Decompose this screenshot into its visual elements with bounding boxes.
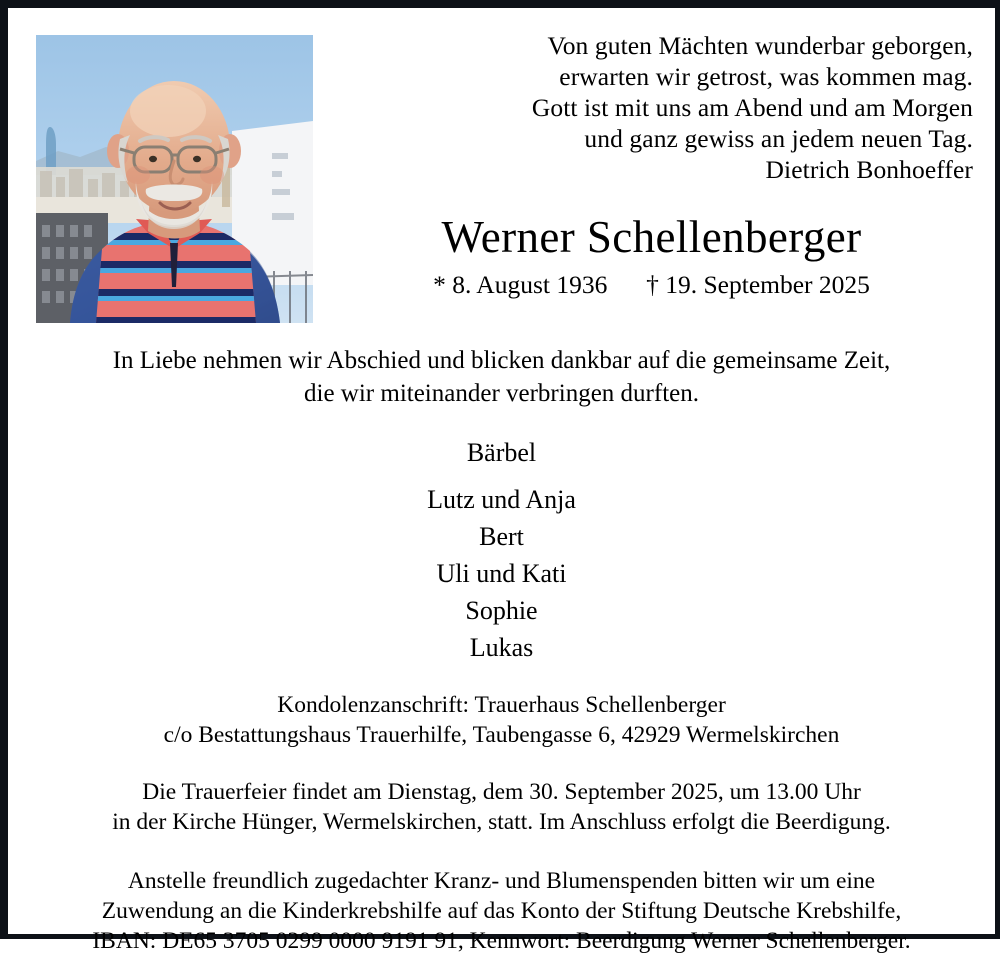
condolence-address [8, 690, 995, 750]
deceased-name: Werner Schellenberger [441, 212, 862, 262]
notice-sheet [8, 8, 995, 954]
family-name-5: Sophie [465, 596, 538, 625]
memorial-verse [338, 30, 973, 185]
condolence-line-2: c/o Bestattungshaus Trauerhilfe, Taubengasse 6, 42929 Wermelskirchen [163, 722, 840, 748]
family-name-2: Lutz und Anja [427, 485, 576, 514]
donation-request [8, 866, 995, 956]
service-line-1: Die Trauerfeier findet am Dienstag, dem 30. September 2025, um 13.00 Uhr [142, 779, 861, 805]
notice-body [8, 344, 995, 956]
donation-line-1: Anstelle freundlich zugedachter Kranz- und Blumenspenden bitten wir um eine [127, 868, 876, 894]
birth-date: 8. August 1936 [452, 270, 608, 299]
family-name-6: Lukas [469, 633, 534, 662]
funeral-service-info [8, 777, 995, 837]
service-line-2: in der Kirche Hünger, Wermelskirchen, statt. Im Anschluss erfolgt die Beerdigung. [112, 809, 891, 835]
death-date: 19. September 2025 [665, 270, 870, 299]
family-name-1: Bärbel [466, 438, 537, 467]
family-names [8, 434, 995, 666]
birth-symbol: * [433, 270, 446, 299]
donation-line-2: Zuwendung an die Kinderkrebshilfe auf das Konto der Stiftung Deutsche Krebshilfe, [101, 898, 902, 924]
verse-line-4: und ganz gewiss an jedem neuen Tag. [584, 124, 973, 153]
family-name-4: Uli und Kati [436, 559, 567, 588]
verse-author: Dietrich Bonhoeffer [765, 155, 973, 184]
farewell-line-2: die wir miteinander verbringen durften. [304, 380, 699, 407]
deceased-name-block [308, 210, 995, 300]
verse-line-1: Von guten Mächten wunderbar geborgen, [547, 31, 973, 60]
farewell-line-1: In Liebe nehmen wir Abschied und blicken dankbar auf die gemeinsame Zeit, [112, 347, 891, 374]
portrait-illustration [36, 35, 313, 323]
portrait-photo [36, 35, 313, 323]
farewell-message [8, 344, 995, 410]
verse-line-2: erwarten wir getrost, was kommen mag. [559, 62, 973, 91]
death-symbol: † [646, 270, 659, 299]
life-dates [308, 270, 995, 300]
condolence-line-1: Kondolenzanschrift: Trauerhaus Schellenberger [277, 692, 726, 718]
donation-line-3: IBAN: DE65 3705 0299 0000 9191 91, Kennwort: Beerdigung Werner Schellenberger. [92, 928, 911, 954]
verse-line-3: Gott ist mit uns am Abend und am Morgen [531, 93, 973, 122]
family-name-3: Bert [479, 522, 524, 551]
